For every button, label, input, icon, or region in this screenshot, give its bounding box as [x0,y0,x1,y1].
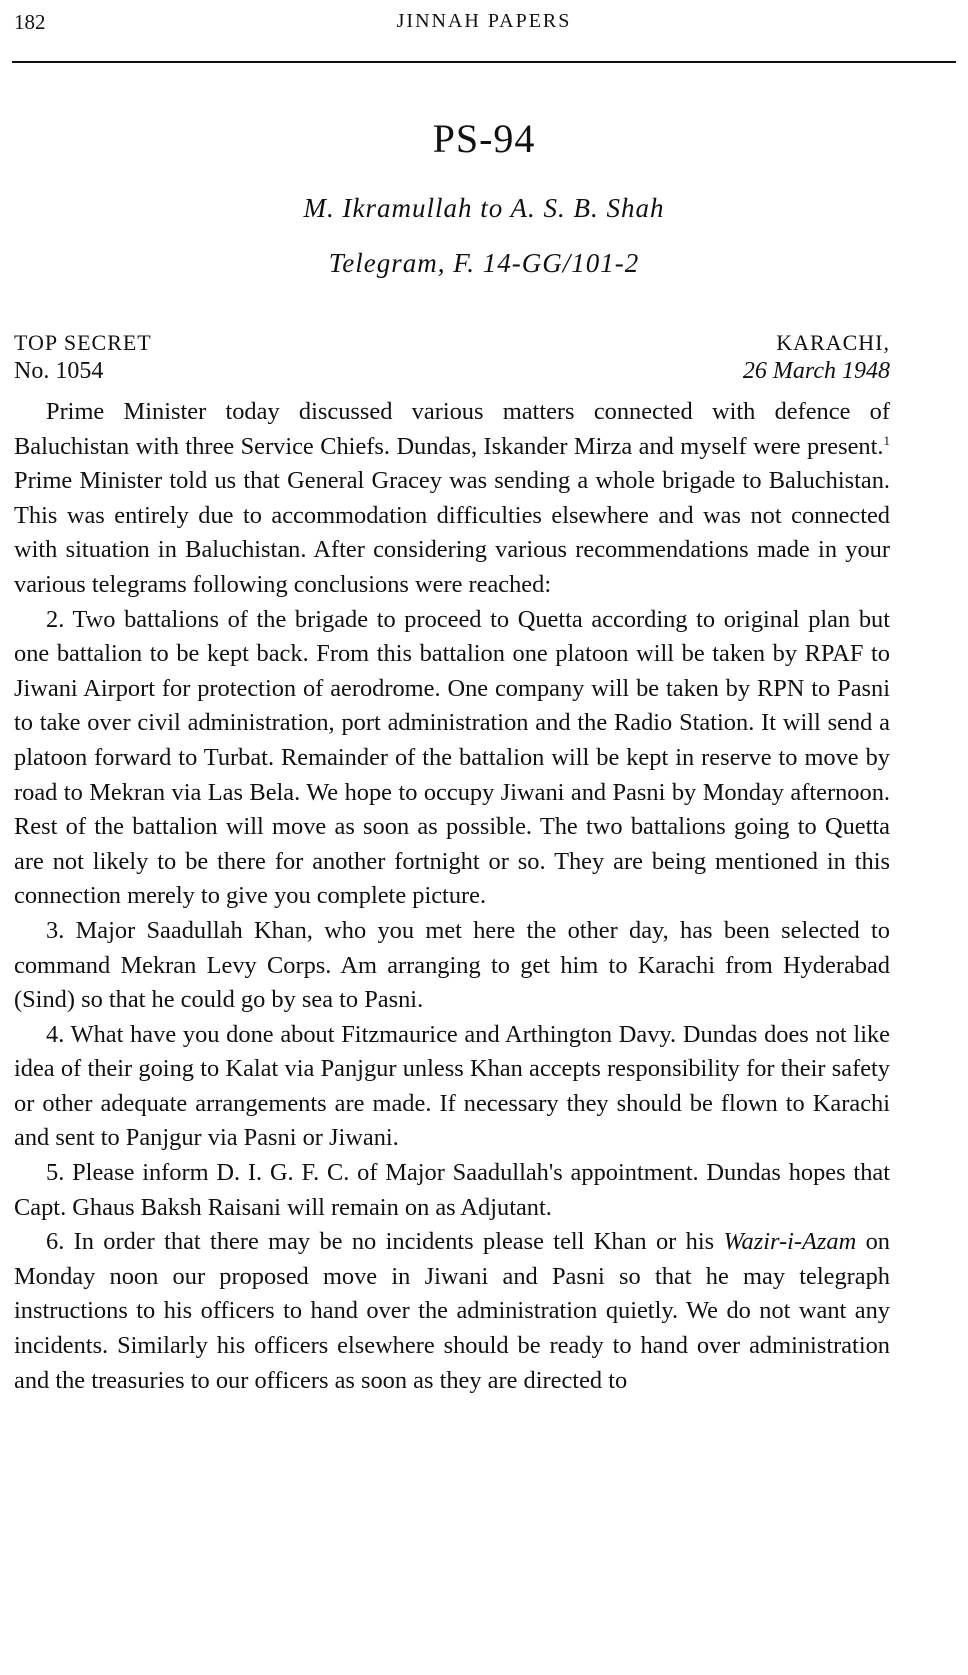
paragraph-1-text-a: Prime Minister today discussed various matters connected with defence of Baluchistan with three Service Chiefs. Dundas, Iskander Mirza and myself were present. [14,398,890,460]
page-number: 182 [14,10,46,34]
telegram-reference: Telegram, F. 14-GG/101-2 [328,248,640,278]
place: KARACHI, [776,330,890,355]
paragraph-1-text-b: Prime Minister told us that General Gracey was sending a whole brigade to Baluchistan. This was entirely due to accommodation difficulties elsewhere and was not connected with situation in Baluchistan. After considering various recommendations made in your various telegrams following conclusions were reached: [14,467,890,598]
paragraph-6 [14,1225,890,1398]
paragraph-4: 4. What have you done about Fitzmaurice and Arthington Davy. Dundas does not like idea of their going to Kalat via Panjgur unless Khan accepts responsibility for their safety or other adequate arrangements are made. If necessary they should be flown to Karachi and sent to Panjgur via Pasni or Jiwani. [14,1020,890,1152]
paragraph-3: 3. Major Saadullah Khan, who you met here the other day, has been selected to command Mekran Levy Corps. Am arranging to get him to Karachi from Hyderabad (Sind) so that he could go by sea to Pasni. [14,916,890,1014]
telegram-body [14,395,890,1398]
paragraph-6-text-b: on Monday noon our proposed move in Jiwani and Pasni so that he may telegraph instructions to his officers to hand over the administration quietly. We do not want any incidents. Similarly his officers elsewhere should be ready to hand over administration and the treasuries to our officers as soon as they are directed to [14,1228,890,1394]
header-rule [12,61,956,63]
classification: TOP SECRET [14,330,152,355]
paragraph-6-text-a: 6. In order that there may be no incidents please tell Khan or his [46,1228,724,1256]
book-title: JINNAH PAPERS [396,10,572,32]
sender-recipient: M. Ikramullah to A. S. B. Shah [303,193,665,223]
footnote-marker: 1 [883,432,890,448]
document-date: 26 March 1948 [742,358,890,384]
paragraph-1 [14,395,890,603]
document-number: No. 1054 [14,358,104,384]
paragraph-6-italic: Wazir-i-Azam [723,1228,857,1256]
running-header [14,10,954,44]
paragraph-2: 2. Two battalions of the brigade to proceed to Quetta according to original plan but one battalion to be kept back. From this battalion one platoon will be taken by RPAF to Jiwani Airport for protection of aerodrome. One company will be taken by RPN to Pasni to take over civil administration, port administration and the Radio Station. It will send a platoon forward to Turbat. Remainder of the battalion will be kept in reserve to move by road to Mekran via Las Bela. We hope to occupy Jiwani and Pasni by Monday afternoon. Rest of the battalion will move as soon as possible. The two battalions going to Quetta are not likely to be there for another fortnight or so. They are being mentioned in this connection merely to give you complete picture. [14,605,890,910]
paragraph-5: 5. Please inform D. I. G. F. C. of Major Saadullah's appointment. Dundas hopes that Capt. Ghaus Baksh Raisani will remain on as Adjutant. [14,1159,890,1221]
document-id: PS-94 [432,116,536,161]
